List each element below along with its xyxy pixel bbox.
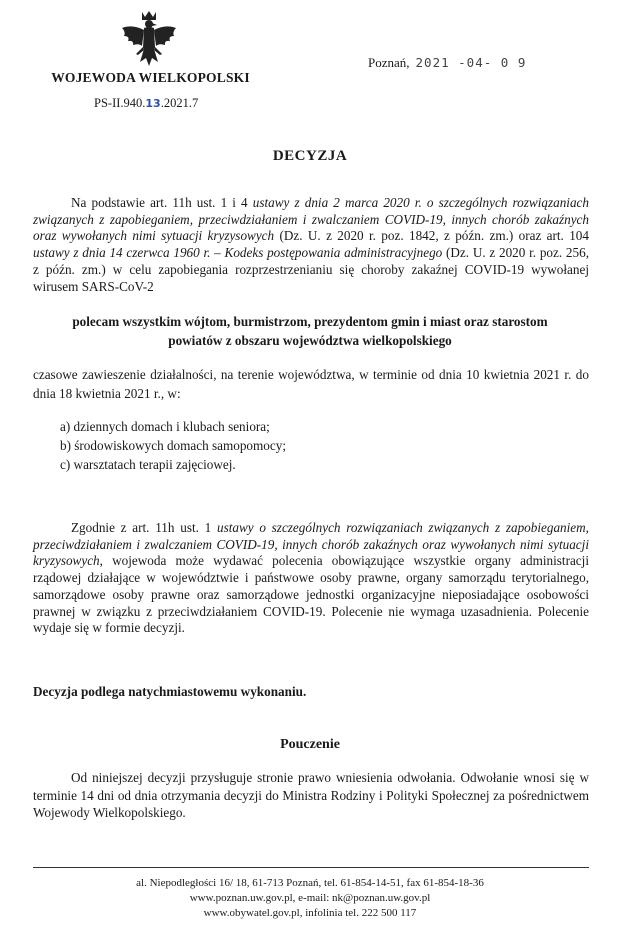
footer-address: al. Niepodległości 16/ 18, 61-713 Poznań, tel. 61-854-14-51, fax 61-854-18-36	[136, 877, 484, 889]
date-stamp: 2021 -04- 0 9	[415, 55, 527, 70]
suspension-paragraph: czasowe zawieszenie działalności, na terenie województwa, w terminie od dnia 10 kwietnia 2021 r. do dnia 18 kwietnia 2021 r., w:	[33, 367, 589, 401]
instruction-heading: Pouczenie	[280, 737, 340, 752]
legal-justification-paragraph	[33, 520, 589, 637]
facility-list	[60, 417, 286, 474]
case-reference-suffix: .2021.7	[160, 96, 199, 110]
list-item: b) środowiskowych domach samopomocy;	[60, 438, 286, 453]
polish-eagle-emblem-icon	[118, 8, 180, 72]
document-title: DECYZJA	[272, 148, 348, 164]
case-reference-number	[94, 96, 198, 111]
legal-basis-text-1: Na podstawie art. 11h ust. 1 i 4	[71, 195, 253, 210]
immediate-execution-notice: Decyzja podlega natychmiastowemu wykonaniu.	[33, 684, 307, 699]
list-item: c) warsztatach terapii zajęciowej.	[60, 457, 236, 472]
place: Poznań,	[368, 55, 410, 70]
place-and-date	[368, 55, 526, 71]
instruction-paragraph: Od niniejszej decyzji przysługuje stronie prawo wniesienia odwołania. Odwołanie wnosi się w terminie 14 dni od dnia otrzymania decyzji do Ministra Rodziny i Polityki Społecznej za pośrednictwem Wojewody Wielkopolskiego.	[33, 770, 589, 820]
justification-text-2: , wojewoda może wydawać polecenia obowiązujące wszystkie organy administracji rządowej działające w województwie i państwowe osoby prawne, organy samorządu terytorialnego, samorządowe osoby prawne oraz samorządowe jednostki organizacyjne nieposiadające osobowości prawnej w związku z przeciwdziałaniem COVID-19. Polecenie nie wymaga uzasadnienia. Polecenie wydaje się w formie decyzji.	[33, 553, 589, 636]
footer-hotline: www.obywatel.gov.pl, infolinia tel. 222 500 117	[203, 907, 417, 919]
legal-basis-text-3: (Dz. U. z 2020 r. poz. 256, z późn. zm.) w celu zapobiegania rozprzestrzenianiu się choroby zakaźnej COVID-19 wywołanej wirusem SARS-CoV-2	[33, 245, 589, 294]
directive-statement: polecam wszystkim wójtom, burmistrzom, prezydentom gmin i miast oraz starostom powiatów z obszaru województwa wielkopolskiego	[72, 314, 548, 348]
justification-act: ustawy o szczególnych rozwiązaniach związanych z zapobieganiem, przeciwdziałaniem i zwalczaniem COVID-19, innych chorób zakaźnych oraz wywołanych nimi sytuacji kryzysowych	[33, 520, 589, 569]
case-reference-handwritten: 13	[145, 97, 161, 110]
legal-basis-text-2: (Dz. U. z 2020 r. poz. 1842, z późn. zm.) oraz art. 104	[274, 228, 589, 244]
footer-website-email: www.poznan.uw.gov.pl, e-mail: nk@poznan.uw.gov.pl	[189, 892, 431, 904]
issuing-authority: WOJEWODA WIELKOPOLSKI	[51, 70, 250, 85]
case-reference-prefix: PS-II.940.	[94, 96, 146, 110]
legal-basis-act-2: ustawy z dnia 14 czerwca 1960 r. – Kodeks postępowania administracyjnego	[33, 245, 443, 261]
legal-basis-paragraph	[33, 195, 589, 295]
list-item: a) dziennych domach i klubach seniora;	[60, 419, 270, 434]
footer-contact	[0, 876, 620, 921]
justification-text-1: Zgodnie z art. 11h ust. 1	[71, 520, 217, 535]
footer-divider	[33, 867, 589, 868]
legal-basis-act-1: ustawy z dnia 2 marca 2020 r. o szczególnych rozwiązaniach związanych z zapobieganiem, przeciwdziałaniem i zwalczaniem COVID-19, innych chorób zakaźnych oraz wywołanych nimi sytuacji kryzysowych	[33, 195, 589, 244]
